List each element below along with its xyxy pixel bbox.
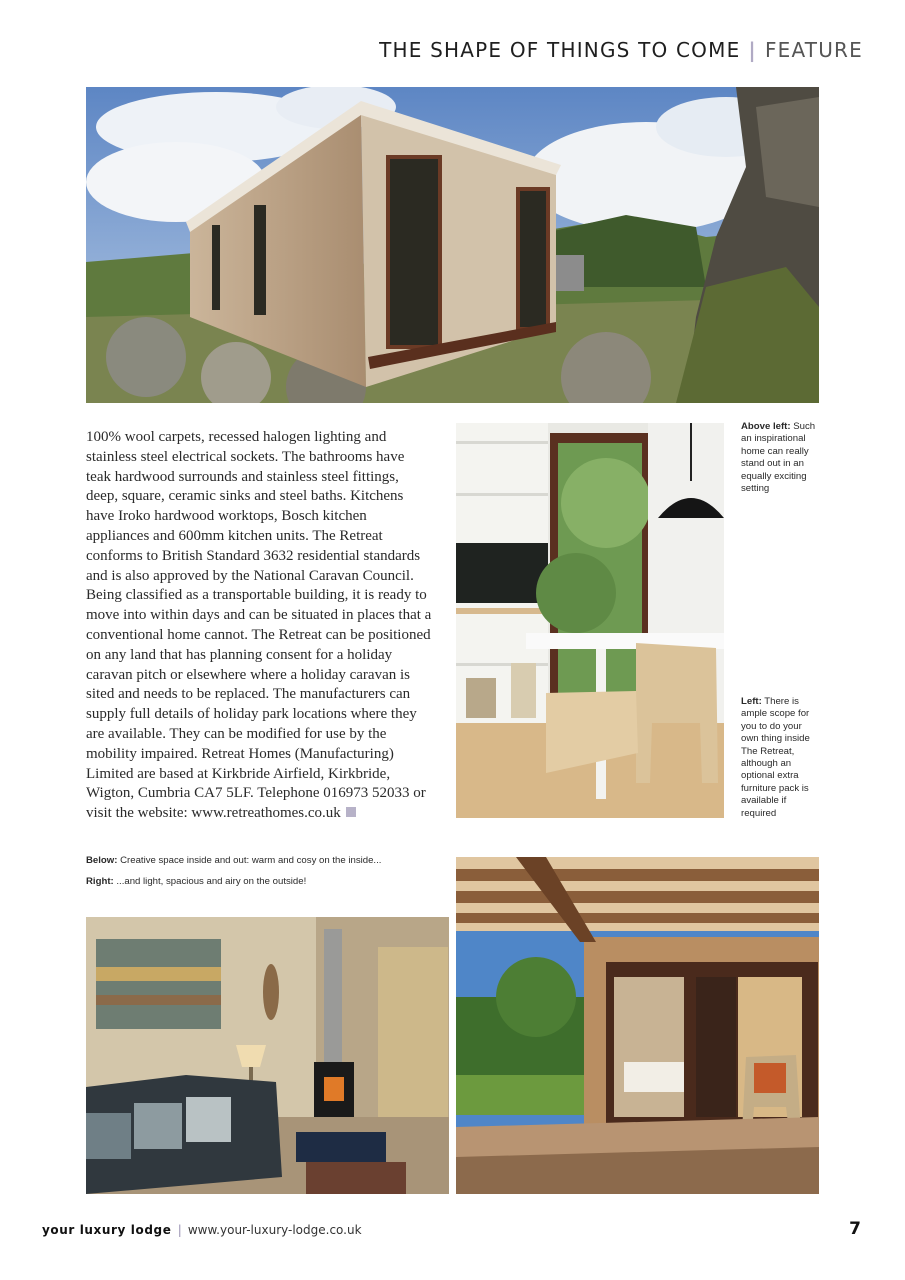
caption-label: Above left: xyxy=(741,421,791,432)
article-body-text: 100% wool carpets, recessed halogen lighting and stainless steel electrical sockets. The bathrooms have teak hardwood surrounds and stainless steel fittings, deep, square, ceramic sinks and steel baths. Kitchens have Iroko hardwood worktops, Bosch kitchen appliances and 600mm kitchen units. The Retreat conforms to British Standard 3632 residential standards and is also approved by the National Caravan Council. Being classified as a transportable building, it is ready to move into within days and can be situated in places that a conventional home cannot. The Retreat can be positioned on any land that has planning consent for a holiday caravan pitch or elsewhere where a holiday caravan is sited and needs to be replaced. The manufacturers can supply full details of holiday park locations where they are available. They can be modified for use by the mobility impaired. Retreat Homes (Manufacturing) Limited are based at Kirkbride Airfield, Kirkbride, Wigton, Cumbria CA7 5LF. Telephone 016973 52033 or visit the website: www.retreathomes.co.uk xyxy=(86,429,432,822)
section-label: FEATURE xyxy=(764,38,863,62)
caption-text: Creative space inside and out: warm and cosy on the inside... xyxy=(117,855,382,866)
caption-right xyxy=(86,876,446,888)
caption-label: Left: xyxy=(741,696,762,707)
caption-below xyxy=(86,855,446,867)
caption-above-left xyxy=(741,421,821,495)
caption-left xyxy=(741,696,821,820)
exterior-deck-photo xyxy=(456,857,819,1194)
kitchen-dining-photo xyxy=(456,423,724,818)
caption-text: There is ample scope for you to do your own thing inside The Retreat, although an optional extra furniture pack is available if required xyxy=(741,696,810,819)
caption-label: Right: xyxy=(86,876,114,887)
running-header xyxy=(379,38,863,62)
cabin-exterior-photo xyxy=(86,87,819,403)
caption-text: ...and light, spacious and airy on the outside! xyxy=(113,876,307,887)
caption-text: Such an inspirational home can really stand out in an equally exciting setting xyxy=(741,421,816,495)
magazine-brand: your luxury lodge xyxy=(42,1223,172,1237)
magazine-url[interactable]: www.your-luxury-lodge.co.uk xyxy=(187,1223,362,1237)
footer-divider: | xyxy=(177,1223,182,1237)
living-room-photo xyxy=(86,917,449,1194)
article-body xyxy=(86,428,432,824)
caption-label: Below: xyxy=(86,855,118,866)
end-of-article-mark xyxy=(346,807,356,817)
header-divider: | xyxy=(748,38,757,62)
page-footer xyxy=(42,1223,362,1237)
page-number: 7 xyxy=(849,1219,861,1239)
article-title: THE SHAPE OF THINGS TO COME xyxy=(379,38,741,62)
